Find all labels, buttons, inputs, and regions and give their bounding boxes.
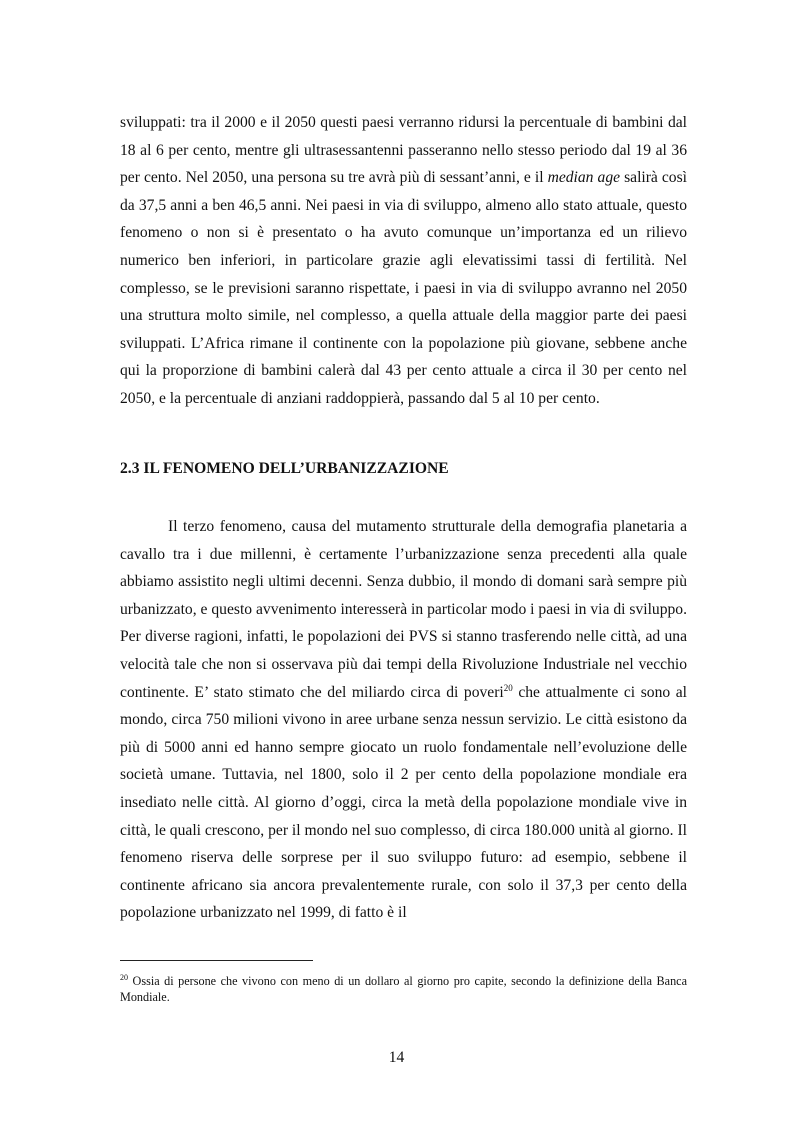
paragraph-2-text-end: che attualmente ci sono al mondo, circa 750 milioni vivono in aree urbane senza nessun servizio. Le città esistono da più di 5000 anni ed hanno sempre giocato un ruolo fondamentale nell’evoluzione delle società umane. Tuttavia, nel 1800, solo il 2 per cento della popolazione mondiale era insediato nelle città. Al giorno d’oggi, circa la metà della popolazione mondiale vive in città, le quali crescono, per il mondo nel suo complesso, di circa 180.000 unità al giorno. Il fenomeno riserva delle sorprese per il suo sviluppo futuro: ad esempio, sebbene il continente africano sia ancora prevalentemente rurale, con solo il 37,3 per cento della popolazione urbanizzato nel 1999, di fatto è il (120, 683, 687, 922)
footnote-number: 20 (120, 973, 128, 982)
section-heading: 2.3 IL FENOMENO DELL’URBANIZZAZIONE (120, 460, 449, 477)
paragraph-1-text-end: salirà così da 37,5 anni a ben 46,5 anni. Nei paesi in via di sviluppo, almeno allo stato attuale, questo fenomeno o non si è presentato o ha avuto comunque un’importanza ed un rilievo numerico ben inferiori, in particolare grazie agli elevatissimi tassi di fertilità. Nel complesso, se le previsioni saranno rispettate, i paesi in via di sviluppo avranno nel 2050 una struttura molto simile, nel complesso, a quella attuale della maggior parte dei paesi sviluppati. L’Africa rimane il continente con la popolazione più giovane, sebbene anche qui la proporzione di bambini calerà dal 43 per cento attuale a circa il 30 per cento nel 2050, e la percentuale di anziani raddoppierà, passando dal 5 al 10 per cento. (120, 169, 688, 407)
paragraph-1-text-start: sviluppati: tra il 2000 e il 2050 questi paesi verranno ridursi la percentuale di bambini dal 18 al 6 per cento, mentre gli ultrasessantenni passeranno nello stesso periodo dal 19 al 36 per cento. Nel 2050, una persona su tre avrà più di sessant’anni, e il (120, 114, 687, 187)
body-paragraph-1 (120, 109, 687, 413)
footnote-separator (120, 960, 313, 961)
median-age-term: median age (547, 169, 621, 187)
footnote-text: Ossia di persone che vivono con meno di un dollaro al giorno pro capite, secondo la definizione della Banca Mondiale. (120, 974, 687, 1004)
footnote-reference[interactable]: 20 (503, 682, 513, 693)
paragraph-2-text-start: Il terzo fenomeno, causa del mutamento strutturale della demografia planetaria a cavallo tra i due millenni, è certamente l’urbanizzazione senza precedenti alla quale abbiamo assistito negli ultimi decenni. Senza dubbio, il mondo di domani sarà sempre più urbanizzato, e questo avvenimento interesserà in particolar modo i paesi in via di sviluppo. Per diverse ragioni, infatti, le popolazioni dei PVS si stanno trasferendo nelle città, ad una velocità tale che non si osservava più dai tempi della Rivoluzione Industriale nel vecchio continente. E’ stato stimato che del miliardo circa di poveri (120, 518, 687, 701)
body-paragraph-2 (120, 513, 687, 927)
footnote (120, 973, 687, 1005)
page-number: 14 (388, 1049, 405, 1066)
